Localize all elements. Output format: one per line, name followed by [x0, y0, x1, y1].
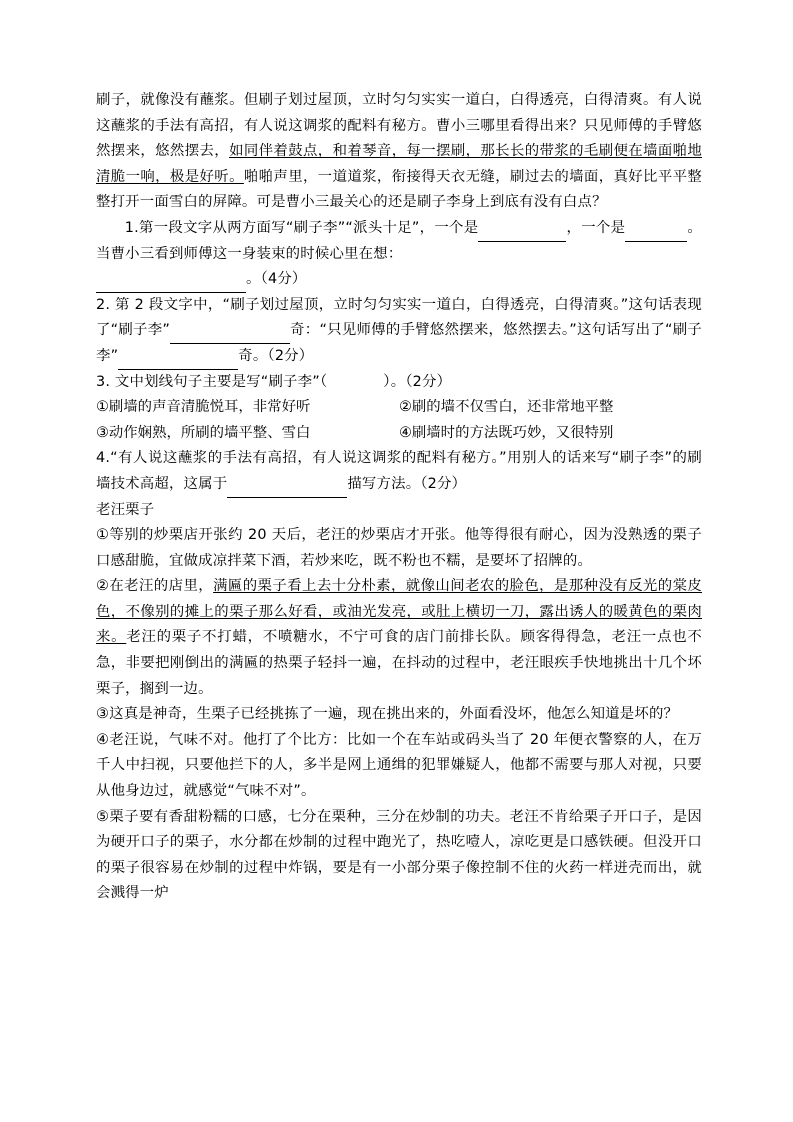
question-2 — [96, 293, 702, 370]
question-4 — [96, 446, 702, 497]
question-3-text-b: ）。（2分） — [383, 373, 452, 390]
article-paragraph-4: ④老汪说，气味不对。他打了个比方：比如一个在车站或码头当了 20 年便衣警察的人，在万千人中扫视，只要他拦下的人，多半是网上通缉的犯罪嫌疑人，他都不需要与那人对视，只要从他身边过，就感觉“气味不对”。 — [96, 731, 702, 800]
question-3-text-a: 3. 文中划线句子主要是写“刷子李”（ — [96, 373, 328, 390]
question-3-option-2[interactable]: ②刷的墙不仅雪白，还非常地平整 — [399, 399, 614, 416]
paragraph-text: 刷子，就像没有蘸浆。但刷子划过屋顶，立时匀匀实实一道白，白得透亮，白得清爽。有人说这蘸浆的手法有高招，有人说这调浆的配料有秘方。曹小三哪里看得出来？只见师傅的手臂悠然摆来，悠然摆去， — [96, 92, 702, 160]
question-3 — [96, 370, 702, 396]
question-4-blank[interactable] — [227, 497, 347, 498]
question-1-text-d: 。（4分） — [246, 271, 307, 288]
article-paragraph-2 — [96, 574, 702, 702]
option-row — [96, 421, 702, 447]
question-1-blank-1[interactable] — [478, 241, 566, 242]
question-1 — [96, 216, 702, 293]
question-1-prefix: 1. — [124, 219, 139, 236]
question-2-blank-1[interactable] — [170, 343, 290, 344]
question-2-text-b: 奇：“只见师傅的手臂悠然摆来，悠然摆去。”这句话写出了“刷子李” — [96, 322, 702, 364]
question-1-text-a: 第一段文字从两方面写“刷子李”“派头十足”，一个是 — [138, 219, 479, 236]
paragraph-underlined-text: 如同伴着鼓点，和着琴音，每一摆刷，那长长的带浆的毛刷便在墙面啪地清脆一响，极是好听。 — [96, 143, 702, 185]
article-paragraph-2-underlined: 满匾的栗子看上去十分朴素，就像山间老农的脸色，是那种没有反光的棠皮色，不像别的摊上的栗子那么好看，或油光发亮，或肚上横切一刀，露出诱人的暖黄色的栗肉来。 — [96, 578, 702, 646]
question-4-text-b: 描写方法。（2分） — [347, 475, 467, 492]
article-paragraph-3: ③这真是神奇，生栗子已经挑拣了一遍，现在挑出来的，外面看没坏，他怎么知道是坏的？ — [96, 706, 679, 723]
question-3-option-1[interactable]: ①刷墙的声音清脆悦耳，非常好听 — [96, 399, 311, 416]
article-paragraph-1: ①等别的炒栗店开张约 20 天后，老汪的炒栗店才开张。他等得很有耐心，因为没熟透的栗子口感甜脆，宜做成凉拌菜下酒，若炒来吃，既不粉也不糯，是要坏了招牌的。 — [96, 527, 702, 569]
option-row — [96, 395, 702, 421]
question-4-text-a: 4.“有人说这蘸浆的手法有高招，有人说这调浆的配料有秘方。”用别人的话来写“刷子李”的刷墙技术高超，这属于 — [96, 450, 702, 492]
article-title: 老汪栗子 — [96, 501, 155, 518]
article-paragraph-2-text-b: 老汪的栗子不打蜡，不喷糖水，不宁可食的店门前排长队。顾客得得急，老汪一点也不急，非要把刚倒出的满匾的热栗子轻抖一遍，在抖动的过程中，老汪眼疾手快地挑出十几个坏栗子，搁到一边。 — [96, 629, 702, 697]
question-3-options — [96, 395, 702, 446]
question-3-option-4[interactable]: ④刷墙时的方法既巧妙，又很特别 — [399, 424, 614, 441]
question-3-option-3[interactable]: ③动作娴熟，所刷的墙平整、雪白 — [96, 424, 311, 441]
question-1-blank-2[interactable] — [625, 241, 687, 242]
document-content — [96, 88, 702, 907]
article-paragraph-2-text-a: ②在老汪的店里， — [96, 578, 214, 595]
paragraph-shuazi-intro — [96, 88, 702, 216]
question-2-text-c: 奇。（2分） — [238, 347, 314, 364]
paragraph-text-tail: 啪啪声里，一道道浆，衔接得天衣无缝，刷过去的墙面，真好比平平整整打开一面雪白的屏障。可是曹小三最关心的还是刷子李身上到底有没有白点？ — [96, 168, 702, 211]
question-1-text-c: 。当曹小三看到师傅这一身装束的时候心里在想： — [96, 219, 702, 262]
question-2-text-a: 2. 第 2 段文字中，“刷子划过屋顶，立时匀匀实实一道白，白得透亮，白得清爽。”这句话表现了“刷子李” — [96, 296, 702, 339]
article-paragraph-5: ⑤栗子要有香甜粉糯的口感，七分在栗种，三分在炒制的功夫。老汪不肯给栗子开口子，是因为硬开口子的栗子，水分都在炒制的过程中跑光了，热吃噎人，凉吃更是口感铁硬。但没开口的栗子很容易在炒制的过程中炸锅，要是有一小部分栗子像控制不住的火药一样迸壳而出，就会溅得一炉 — [96, 808, 702, 902]
question-1-text-b: ，一个是 — [566, 219, 626, 236]
